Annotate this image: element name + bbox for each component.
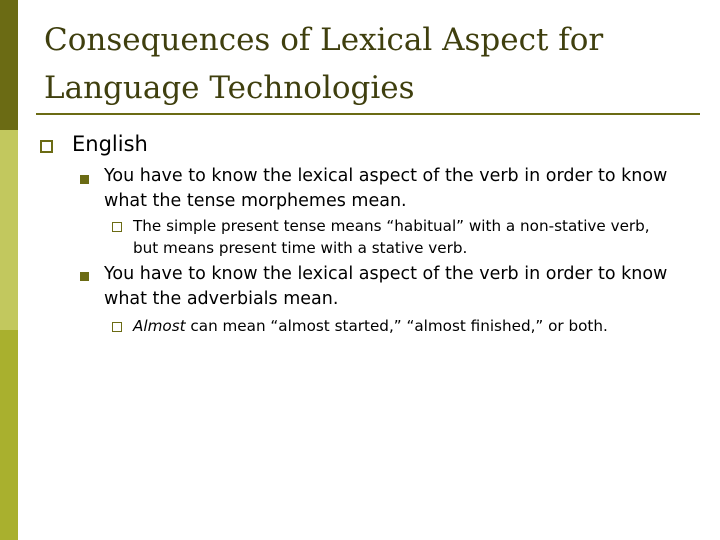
hollow-square-bullet-icon: [40, 140, 53, 153]
sub-bullet-adverbials: You have to know the lexical aspect of the verb in order to know what the adverbials mean.: [104, 264, 668, 309]
sub-sub-bullet-present-tense: The simple present tense means “habitual” with a non-stative verb, but means present time with a stative verb.: [133, 217, 650, 257]
side-stripe-dark: [0, 0, 18, 130]
slide-title: [44, 16, 694, 112]
side-stripe-mid: [0, 330, 18, 540]
hollow-square-bullet-icon: [112, 222, 122, 232]
filled-square-bullet-icon: [80, 272, 89, 281]
title-line-2: Language Technologies: [44, 70, 415, 106]
sub-sub-bullet-almost: [133, 315, 673, 337]
title-divider: [36, 113, 700, 115]
almost-text: can mean “almost started,” “almost finished,” or both.: [185, 317, 608, 335]
filled-square-bullet-icon: [80, 175, 89, 184]
bullet-english: English: [72, 132, 148, 156]
side-stripe-light: [0, 130, 18, 330]
title-line-1: Consequences of Lexical Aspect for: [44, 22, 604, 58]
emphasized-word: Almost: [133, 317, 186, 335]
hollow-square-bullet-icon: [112, 322, 122, 332]
sub-bullet-tense: You have to know the lexical aspect of the verb in order to know what the tense morphemes mean.: [104, 166, 668, 211]
